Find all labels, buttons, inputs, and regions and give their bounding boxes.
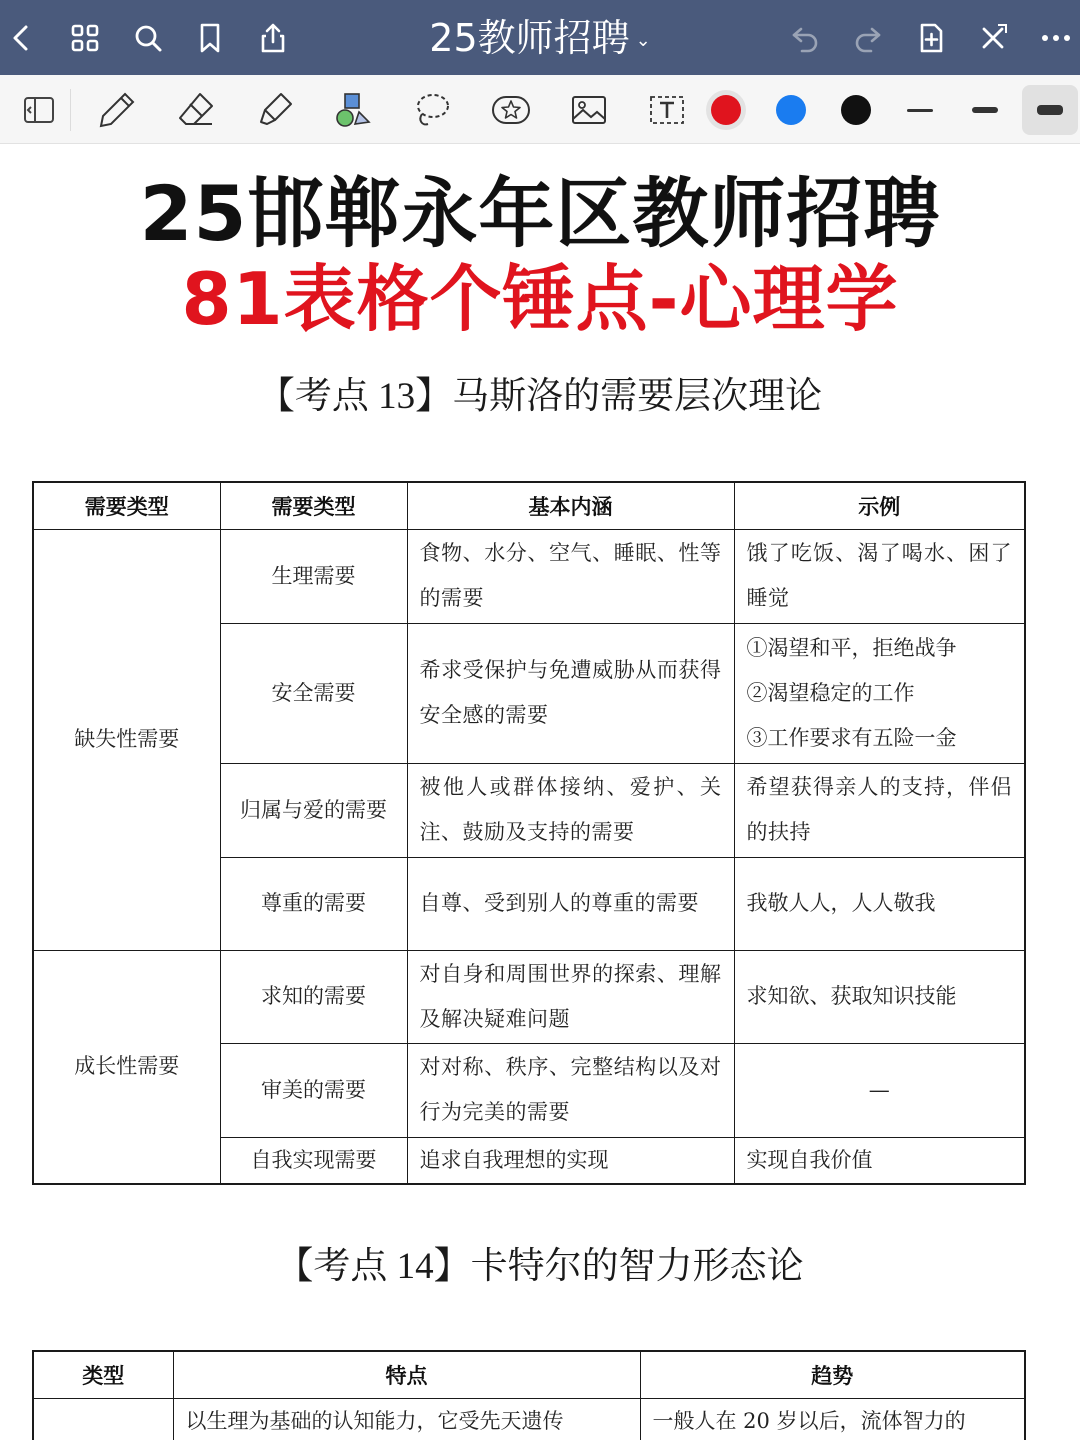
type-cell bbox=[33, 1398, 173, 1440]
example-line: ②渴望稳定的工作 bbox=[746, 680, 915, 705]
stroke-width-thick[interactable] bbox=[1022, 85, 1078, 135]
meaning-cell: 追求自我理想的实现 bbox=[407, 1137, 734, 1184]
example-cell: 实现自我价值 bbox=[734, 1137, 1025, 1184]
example-cell: 希望获得亲人的支持，伴侣的扶持 bbox=[734, 763, 1025, 857]
lasso-tool-icon[interactable] bbox=[407, 85, 457, 135]
meaning-cell: 食物、水分、空气、睡眠、性等的需要 bbox=[407, 529, 734, 623]
redo-icon[interactable] bbox=[846, 16, 890, 60]
stroke-width-medium[interactable] bbox=[957, 85, 1013, 135]
drawing-toolbar bbox=[0, 75, 1080, 144]
sticker-tool-icon[interactable] bbox=[486, 85, 536, 135]
document-title-text: 25教师招聘 bbox=[429, 16, 630, 60]
stroke-width-thin[interactable] bbox=[892, 85, 948, 135]
header-cell: 基本内涵 bbox=[407, 482, 734, 529]
undo-icon[interactable] bbox=[783, 16, 827, 60]
meaning-cell: 对自身和周围世界的探索、理解及解决疑难问题 bbox=[407, 950, 734, 1043]
pen-tool-icon[interactable] bbox=[92, 85, 142, 135]
document-subtitle: 81表格个锤点-心理学 bbox=[181, 257, 899, 341]
header-cell: 趋势 bbox=[640, 1351, 1025, 1398]
section-13-number: 【考点 13】 bbox=[257, 376, 453, 417]
close-edit-icon[interactable] bbox=[971, 16, 1015, 60]
add-page-icon[interactable] bbox=[909, 16, 953, 60]
section-14-title: 卡特尔的智力形态论 bbox=[470, 1244, 804, 1287]
meaning-cell: 自尊、受到别人的尊重的需要 bbox=[407, 857, 734, 950]
need-type-cell: 归属与爱的需要 bbox=[220, 763, 407, 857]
text-tool-icon[interactable] bbox=[642, 85, 692, 135]
color-swatch-blue[interactable] bbox=[776, 95, 806, 125]
maslow-needs-table bbox=[32, 481, 1026, 1185]
need-type-cell: 求知的需要 bbox=[220, 950, 407, 1043]
table-header-row bbox=[33, 1351, 1025, 1398]
section-14-number: 【考点 14】 bbox=[276, 1246, 471, 1287]
header-cell: 类型 bbox=[33, 1351, 173, 1398]
cattell-intelligence-table bbox=[32, 1350, 1026, 1440]
color-swatch-red[interactable] bbox=[711, 95, 741, 125]
example-cell: 饿了吃饭、渴了喝水、困了睡觉 bbox=[734, 529, 1025, 623]
color-swatch-black[interactable] bbox=[841, 95, 871, 125]
meaning-cell: 希求受保护与免遭威胁从而获得安全感的需要 bbox=[407, 623, 734, 763]
header-cell: 需要类型 bbox=[220, 482, 407, 529]
example-cell: 我敬人人，人人敬我 bbox=[734, 857, 1025, 950]
table-header-row bbox=[33, 482, 1025, 529]
section-13-heading bbox=[0, 372, 1080, 421]
category-cell: 缺失性需要 bbox=[33, 529, 220, 950]
trend-cell: 一般人在 20 岁以后，流体智力的 bbox=[640, 1398, 1025, 1440]
section-14-heading bbox=[0, 1242, 1080, 1291]
feature-cell: 以生理为基础的认知能力，它受先天遗传 bbox=[173, 1398, 640, 1440]
highlighter-tool-icon[interactable] bbox=[250, 85, 300, 135]
section-13-title: 马斯洛的需要层次理论 bbox=[452, 374, 823, 417]
header-cell: 特点 bbox=[173, 1351, 640, 1398]
meaning-cell: 对对称、秩序、完整结构以及对行为完美的需要 bbox=[407, 1043, 734, 1137]
example-line: ③工作要求有五险一金 bbox=[746, 725, 957, 750]
need-type-cell: 安全需要 bbox=[220, 623, 407, 763]
image-tool-icon[interactable] bbox=[564, 85, 614, 135]
shapes-tool-icon[interactable] bbox=[328, 85, 378, 135]
table-row bbox=[33, 950, 1025, 1043]
example-line: ①渴望和平，拒绝战争 bbox=[746, 635, 957, 660]
table-row bbox=[33, 529, 1025, 623]
example-cell: — bbox=[734, 1043, 1025, 1137]
need-type-cell: 尊重的需要 bbox=[220, 857, 407, 950]
need-type-cell: 生理需要 bbox=[220, 529, 407, 623]
meaning-cell: 被他人或群体接纳、爱护、关注、鼓励及支持的需要 bbox=[407, 763, 734, 857]
chevron-down-icon: ⌄ bbox=[635, 29, 651, 51]
eraser-tool-icon[interactable] bbox=[171, 85, 221, 135]
toolbar-toggle-icon[interactable] bbox=[14, 85, 64, 135]
table-row bbox=[33, 1398, 1025, 1440]
example-cell bbox=[734, 623, 1025, 763]
example-cell: 求知欲、获取知识技能 bbox=[734, 950, 1025, 1043]
header-cell: 示例 bbox=[734, 482, 1025, 529]
need-type-cell: 自我实现需要 bbox=[220, 1137, 407, 1184]
document-main-title: 25邯郸永年区教师招聘 bbox=[139, 169, 941, 258]
more-icon[interactable] bbox=[1034, 16, 1078, 60]
top-nav-bar bbox=[0, 0, 1080, 75]
category-cell: 成长性需要 bbox=[33, 950, 220, 1184]
need-type-cell: 审美的需要 bbox=[220, 1043, 407, 1137]
toolbar-divider bbox=[70, 89, 71, 131]
header-cell: 需要类型 bbox=[33, 482, 220, 529]
